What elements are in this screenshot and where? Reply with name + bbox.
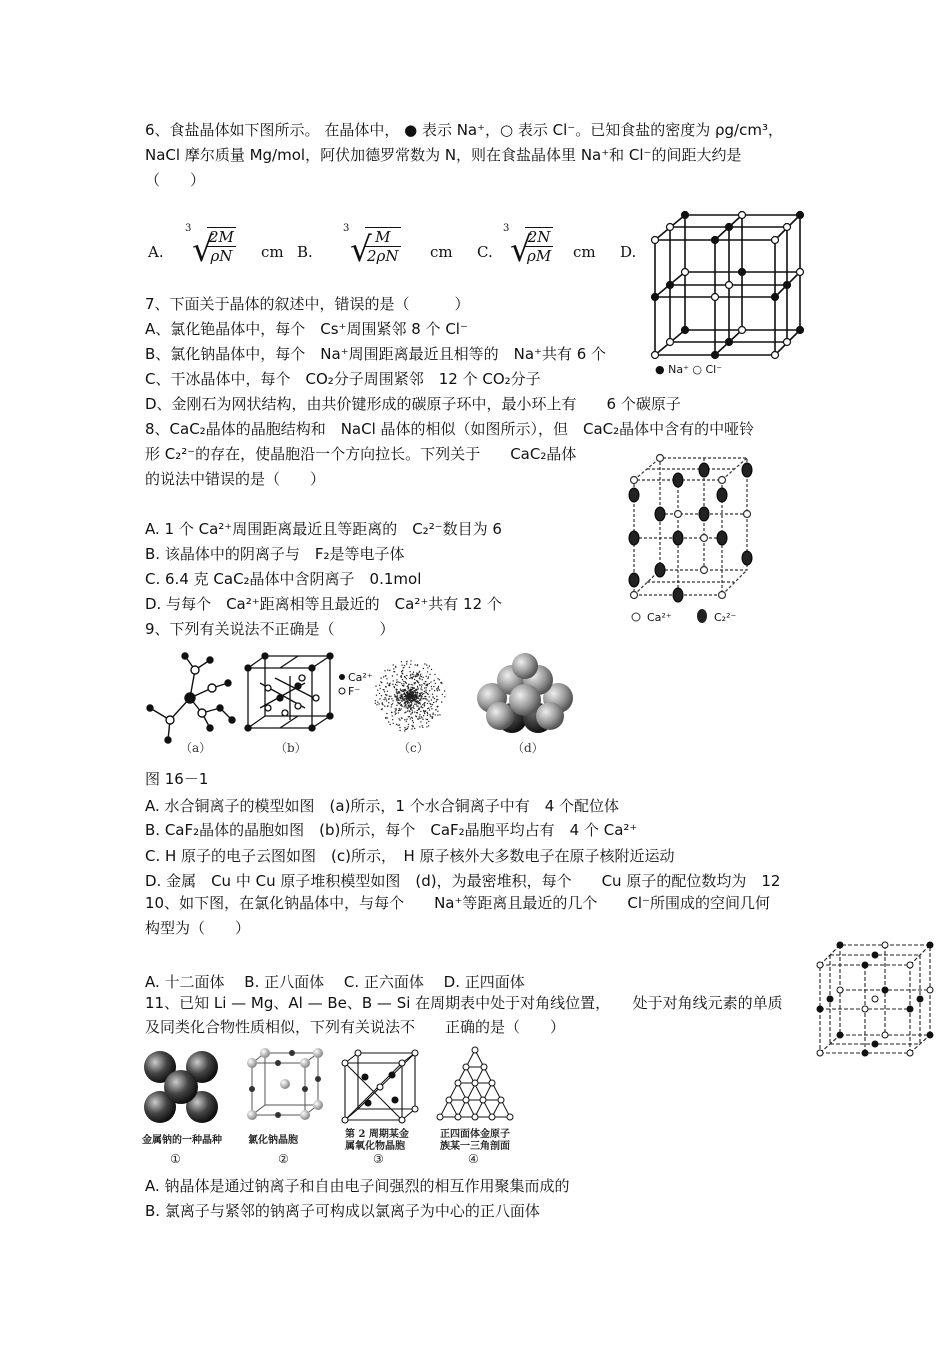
q6-stem-line3: （ ） (145, 171, 206, 189)
q9-option-a: A. 水合铜离子的模型如图 (a)所示，1 个水合铜离子中有 4 个配位体 (145, 797, 620, 815)
fig-a-model (147, 653, 235, 743)
cac2-legend-ca: Ca²⁺ (647, 611, 672, 624)
q6-b-denominator: 2ρN (367, 247, 399, 265)
q8-stem-line3: 的说法中错误的是（ ） (145, 470, 326, 488)
q9-legend-f: F⁻ (348, 685, 361, 698)
q9-stem: 9、下列有关说法不正确是（ ） (145, 620, 395, 638)
fig-b-caf2-cell (245, 653, 333, 731)
fig-2-nacl-cell (247, 1048, 323, 1120)
q6-option-b-unit: cm (430, 243, 453, 261)
q6-option-a-formula (207, 227, 236, 265)
q6-c-numerator: 2N (525, 228, 553, 247)
nacl-crystal-figure (645, 205, 805, 380)
q6-root-index-c: 3 (503, 223, 510, 234)
q9-caption-d: （d） (512, 741, 544, 755)
q11-figures (140, 1045, 540, 1170)
q8-option-a: A. 1 个 Ca²⁺周围距离最近且等距离的 C₂²⁻数目为 6 (145, 520, 502, 538)
q11-option-b: B. 氯离子与紧邻的钠离子可构成以氯离子为中心的正八面体 (145, 1202, 540, 1220)
q8-stem-line2: 形 C₂²⁻的存在，使晶胞沿一个方向拉长。下列关于 CaC₂晶体 (145, 445, 577, 463)
q6-a-numerator: 2M (209, 228, 234, 246)
f-legend-dot (339, 688, 345, 694)
q6-b-numerator: M (365, 228, 401, 247)
q11-caption-4a: 正四面体金原子 (440, 1129, 510, 1140)
q9-caption-c: （c） (398, 741, 429, 755)
q11-caption-3a: 第 2 周期某金 (345, 1129, 409, 1140)
q10-stem-line2: 构型为（ ） (145, 919, 251, 937)
q7-option-b: B、氯化钠晶体中，每个 Na⁺周围距离最近且相等的 Na⁺共有 6 个 (145, 345, 607, 363)
fig-1-sodium-spheres (144, 1051, 218, 1123)
fig-3-oxide-cell (342, 1050, 418, 1123)
q11-num-4: ④ (468, 1152, 479, 1166)
q7-option-c: C、干冰晶体中，每个 CO₂分子周围紧邻 12 个 CO₂分子 (145, 370, 541, 388)
q8-option-c: C. 6.4 克 CaC₂晶体中含阴离子 0.1mol (145, 570, 422, 588)
q6-option-b-label: B. (297, 243, 313, 261)
q11-option-a: A. 钠晶体是通过钠离子和自由电子间强烈的相互作用聚集而成的 (145, 1177, 570, 1195)
q6-option-c-label: C. (477, 243, 493, 261)
q6-options (145, 225, 635, 285)
q11-stem-line2: 及同类化合物性质相似，下列有关说法不 正确的是（ ） (145, 1018, 566, 1036)
q9-figures (140, 648, 580, 760)
q11-caption-2: 氯化钠晶胞 (248, 1135, 298, 1146)
q11-num-3: ③ (373, 1152, 384, 1166)
q9-option-b: B. CaF₂晶体的晶胞如图 (b)所示，每个 CaF₂晶胞平均占有 4 个 Ca²⁺ (145, 821, 638, 839)
q6-c-denominator: ρM (527, 247, 552, 265)
q6-radical-b: √ (350, 230, 372, 270)
q11-caption-4b: 族某一三角剖面 (440, 1141, 510, 1152)
fig-c-electron-cloud (375, 660, 446, 732)
q11-caption-3b: 属氧化物晶胞 (345, 1141, 405, 1152)
q8-stem-line1: 8、CaC₂晶体的晶胞结构和 NaCl 晶体的相似（如图所示），但 CaC₂晶体中含有的中哑铃 (145, 420, 755, 438)
fig-d-cu-packing (477, 653, 573, 733)
q7-option-d: D、金刚石为网状结构，由共价键形成的碳原子环中，最小环上有 6 个碳原子 (145, 395, 681, 413)
cac2-crystal-figure (622, 450, 767, 630)
q10-options: A. 十二面体 B. 正八面体 C. 正六面体 D. 正四面体 (145, 973, 525, 991)
q6-a-denominator: ρN (210, 247, 233, 265)
q9-figure-label: 图 16－1 (145, 770, 209, 788)
q11-num-1: ① (170, 1152, 181, 1166)
c2-ion-legend-icon (697, 609, 707, 623)
ca-ion-legend-icon (632, 613, 640, 621)
q9-option-d: D. 金属 Cu 中 Cu 原子堆积模型如图 (d)，为最密堆积，每个 Cu 原子的配位数均为 12 (145, 872, 781, 890)
q11-caption-1: 金属钠的一种晶种 (142, 1135, 222, 1146)
q6-option-a-label: A. (148, 243, 164, 261)
q7-stem: 7、下面关于晶体的叙述中，错误的是（ ） (145, 295, 470, 313)
q6-option-b-formula (365, 227, 401, 265)
q9-caption-a: （a） (180, 741, 212, 755)
q9-option-c: C. H 原子的电子云图如图 (c)所示， H 原子核外大多数电子在原子核附近运动 (145, 847, 675, 865)
q10-stem-line1: 10、如下图，在氯化钠晶体中，与每个 Na⁺等距离且最近的几个 Cl⁻所围成的空间几何 (145, 894, 770, 912)
q6-stem-line1: 6、食盐晶体如下图所示。 在晶体中， ● 表示 Na⁺，○ 表示 Cl⁻。已知食盐的密度为 ρg/cm³， (145, 121, 783, 139)
q7-option-a: A、氯化铯晶体中，每个 Cs⁺周围紧邻 8 个 Cl⁻ (145, 320, 468, 338)
q8-option-d: D. 与每个 Ca²⁺距离相等且最近的 Ca²⁺共有 12 个 (145, 595, 502, 613)
cac2-legend-c2: C₂²⁻ (714, 611, 737, 624)
fig-4-triangle-section (437, 1047, 513, 1120)
q6-option-d-label: D. (620, 243, 637, 261)
nacl-legend: ● Na⁺ ○ Cl⁻ (655, 363, 723, 376)
q6-radical-c: √ (510, 230, 532, 270)
q6-option-a-unit: cm (261, 243, 284, 261)
q6-radical-a: √ (192, 230, 214, 270)
ca-legend-dot (339, 674, 345, 680)
q11-num-2: ② (278, 1152, 289, 1166)
q6-root-index-a: 3 (185, 223, 192, 234)
q6-root-index-b: 3 (343, 223, 350, 234)
q6-option-c-formula (525, 227, 553, 265)
q9-caption-b: （b） (275, 741, 307, 755)
q6-stem-line2: NaCl 摩尔质量 Mg/mol，阿伏加德罗常数为 N，则在食盐晶体里 Na⁺和 Cl⁻的间距大约是 (145, 146, 742, 164)
q10-nacl-figure (812, 935, 937, 1060)
q9-legend-ca: Ca²⁺ (348, 671, 373, 684)
q6-option-c-unit: cm (573, 243, 596, 261)
q8-option-b: B. 该晶体中的阴离子与 F₂是等电子体 (145, 545, 405, 563)
q11-stem-line1: 11、已知 Li — Mg、Al — Be、B — Si 在周期表中处于对角线位置， 处于对角线元素的单质 (145, 994, 783, 1012)
